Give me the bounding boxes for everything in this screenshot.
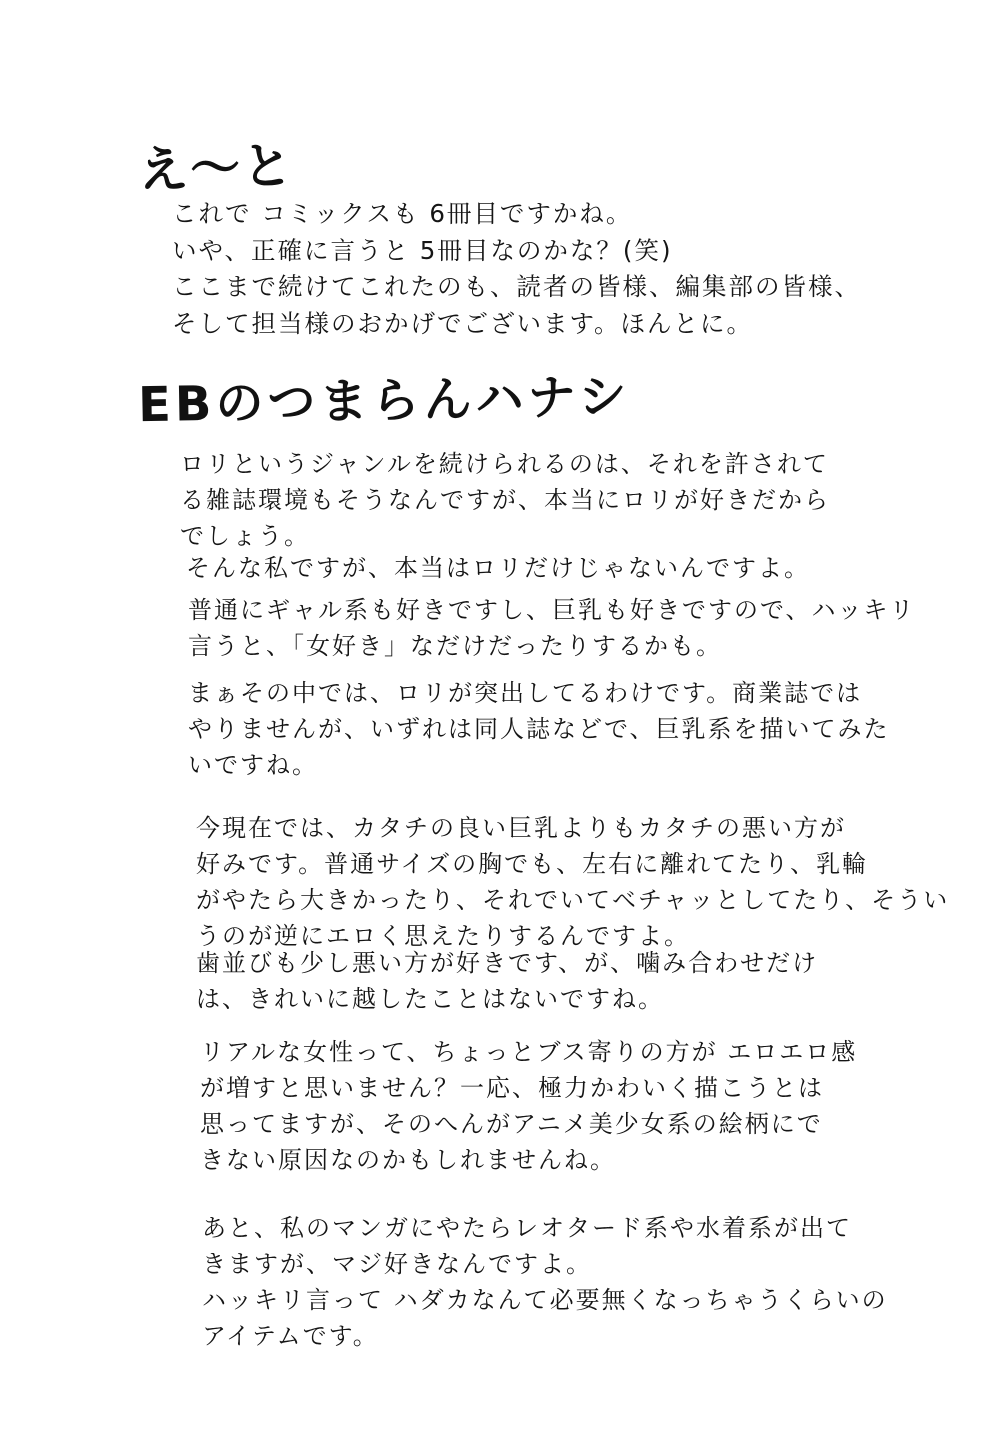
text-line: うのが逆にエロく思えたりするんですよ。 xyxy=(196,922,690,950)
paragraph-6 xyxy=(196,945,818,1017)
text-line: きない原因なのかもしれませんね。 xyxy=(200,1146,616,1174)
text-line: 好みです。普通サイズの胸でも、左右に離れてたり、乳輪 xyxy=(196,850,869,878)
text-line: ここまで続けてこれたのも、読者の皆様、編集部の皆様、 xyxy=(172,272,861,301)
text-line: あと、私のマンガにやたらレオタード系や水着系が出て xyxy=(202,1214,852,1242)
paragraph-4 xyxy=(188,675,890,783)
text-line: これで コミックスも 6冊目ですかね。 xyxy=(172,199,633,228)
paragraph-1 xyxy=(180,446,830,554)
text-line: アイテムです。 xyxy=(202,1322,379,1350)
text-line: いですね。 xyxy=(188,751,318,779)
text-line: 普通にギャル系も好きですし、巨乳も好きですので、ハッキリ xyxy=(188,596,916,624)
paragraph-8 xyxy=(202,1210,888,1354)
paragraph-3 xyxy=(188,592,916,664)
text-line: まぁその中では、ロリが突出してるわけです。商業誌では xyxy=(188,679,863,707)
text-line: きますが、マジ好きなんですよ。 xyxy=(202,1250,592,1278)
text-line: 今現在では、カタチの良い巨乳よりもカタチの悪い方が xyxy=(196,814,846,842)
text-line: やりませんが、いずれは同人誌などで、巨乳系を描いてみた xyxy=(188,715,890,743)
text-line: が増すと思いません？一応、極力かわいく描こうとは xyxy=(200,1074,824,1102)
text-line: 歯並びも少し悪い方が好きです、が、噛み合わせだけ xyxy=(196,949,819,977)
text-line: そんな私ですが、本当はロリだけじゃないんですよ。 xyxy=(186,554,810,582)
text-line: 思ってますが、そのへんがアニメ美少女系の絵柄にで xyxy=(200,1110,823,1138)
text-line: る雑誌環境もそうなんですが、本当にロリが好きだから xyxy=(180,486,830,514)
text-line: がやたら大きかったり、それでいてベチャッとしてたり、そうい xyxy=(196,886,950,914)
intro-paragraph xyxy=(172,196,861,342)
paragraph-2 xyxy=(186,550,810,586)
text-line: リアルな女性って、ちょっとブス寄りの方が エロエロ感 xyxy=(200,1038,858,1066)
paragraph-5 xyxy=(196,810,949,954)
heading-eb-tsumaran-hanashi: EBのつまらんハナシ xyxy=(137,368,631,434)
text-line: は、きれいに越したことはないですね。 xyxy=(196,985,664,1013)
text-line: ハッキリ言って ハダカなんて必要無くなっちゃうくらいの xyxy=(202,1286,888,1314)
text-line: 言うと、「女好き」なだけだったりするかも。 xyxy=(188,632,722,660)
paragraph-7 xyxy=(200,1034,857,1178)
text-line: いや、正確に言うと 5冊目なのかな？(笑) xyxy=(172,235,673,265)
heading-etto: え〜と xyxy=(137,136,296,200)
text-line: でしょう。 xyxy=(180,522,310,550)
text-line: ロリというジャンルを続けられるのは、それを許されて xyxy=(180,450,829,478)
text-line: そして担当様のおかげでございます。ほんとに。 xyxy=(172,308,754,338)
